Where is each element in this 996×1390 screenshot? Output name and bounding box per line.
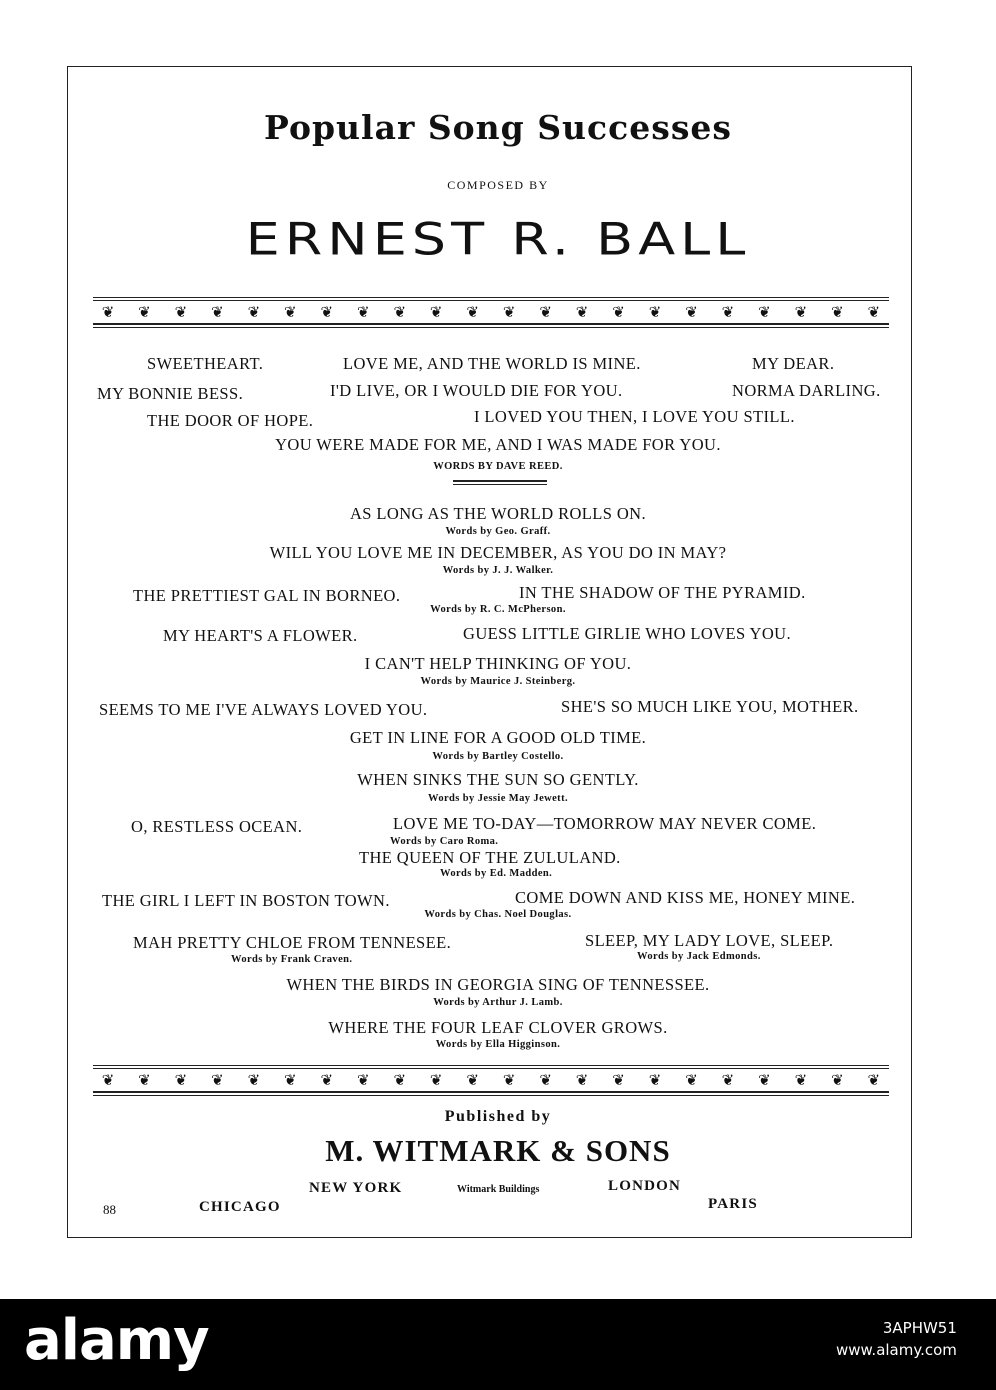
- composed-by-label: COMPOSED BY: [447, 178, 549, 192]
- city-chicago: CHICAGO: [199, 1199, 281, 1215]
- lyricist-credit: Words by Chas. Noel Douglas.: [424, 909, 572, 920]
- song-title: MY HEART'S A FLOWER.: [163, 626, 358, 645]
- image-id: 3APHW51: [882, 1319, 957, 1337]
- song-title: MY BONNIE BESS.: [97, 384, 244, 403]
- publisher-name: M. WITMARK & SONS: [325, 1133, 671, 1168]
- ornament-icon: ❦: [575, 1073, 589, 1090]
- bottom-ornament-rule: [93, 1065, 889, 1098]
- ornament-icon: ❦: [429, 1073, 443, 1090]
- page-title: Popular Song Successes: [264, 108, 732, 147]
- ornament-icon: ❦: [429, 305, 443, 322]
- ornament-icon: ❦: [794, 305, 808, 322]
- song-title: THE QUEEN OF THE ZULULAND.: [359, 848, 621, 867]
- ornament-icon: ❦: [356, 305, 370, 322]
- ornament-icon: ❦: [867, 1073, 881, 1090]
- lyricist-credit: Words by Jessie May Jewett.: [428, 793, 568, 804]
- page-number: 88: [103, 1202, 116, 1217]
- ornament-icon: ❦: [539, 1073, 552, 1090]
- ornament-icon: ❦: [575, 305, 589, 322]
- lyricist-credit: Words by Bartley Costello.: [432, 751, 564, 762]
- lyricist-credit: Words by Ella Higginson.: [435, 1039, 561, 1050]
- ornament-row: [93, 303, 889, 323]
- ornament-icon: ❦: [758, 1073, 771, 1090]
- ornament-icon: ❦: [138, 305, 151, 322]
- city-london: LONDON: [608, 1178, 682, 1194]
- ornament-icon: ❦: [685, 305, 698, 322]
- song-title: YOU WERE MADE FOR ME, AND I WAS MADE FOR YOU.: [275, 435, 721, 454]
- song-title: SHE'S SO MUCH LIKE YOU, MOTHER.: [561, 697, 859, 716]
- ornament-icon: ❦: [174, 1073, 188, 1090]
- ornament-icon: ❦: [101, 305, 115, 322]
- ornament-icon: ❦: [831, 1073, 844, 1090]
- city-paris: PARIS: [708, 1196, 758, 1212]
- published-by-label: Published by: [444, 1108, 552, 1125]
- ornament-icon: ❦: [612, 1073, 625, 1090]
- ornament-icon: ❦: [284, 305, 297, 322]
- song-title: GET IN LINE FOR A GOOD OLD TIME.: [349, 728, 647, 747]
- song-title: THE PRETTIEST GAL IN BORNEO.: [133, 586, 401, 605]
- song-title: LOVE ME, AND THE WORLD IS MINE.: [343, 354, 641, 373]
- song-title: WHEN SINKS THE SUN SO GENTLY.: [357, 770, 639, 789]
- song-title: THE GIRL I LEFT IN BOSTON TOWN.: [102, 891, 390, 910]
- song-title: MY DEAR.: [752, 354, 835, 373]
- composer-name: ERNEST R. BALL: [245, 213, 751, 266]
- song-title: I CAN'T HELP THINKING OF YOU.: [364, 654, 632, 673]
- song-title: WHEN THE BIRDS IN GEORGIA SING OF TENNESSEE.: [286, 975, 710, 994]
- ornament-icon: ❦: [539, 305, 552, 322]
- ornament-icon: ❦: [138, 1073, 151, 1090]
- ornament-icon: ❦: [320, 1073, 334, 1090]
- lyricist-credit: Words by Ed. Madden.: [440, 868, 553, 879]
- top-ornament-rule: [93, 297, 889, 330]
- ornament-icon: ❦: [867, 305, 881, 322]
- song-title: THE DOOR OF HOPE.: [147, 411, 314, 430]
- site-url: www.alamy.com: [836, 1341, 957, 1359]
- song-title: AS LONG AS THE WORLD ROLLS ON.: [349, 504, 647, 523]
- song-title: COME DOWN AND KISS ME, HONEY MINE.: [515, 888, 856, 907]
- song-title: IN THE SHADOW OF THE PYRAMID.: [519, 583, 806, 602]
- ornament-icon: ❦: [831, 305, 844, 322]
- watermark-info: [836, 1317, 957, 1361]
- lyricist-credit: Words by R. C. McPherson.: [430, 604, 566, 615]
- song-title: MAH PRETTY CHLOE FROM TENNESEE.: [133, 933, 452, 952]
- ornament-icon: ❦: [502, 1073, 516, 1090]
- ornament-icon: ❦: [466, 1073, 479, 1090]
- ornament-icon: ❦: [211, 1073, 224, 1090]
- ornament-icon: ❦: [393, 305, 407, 322]
- song-title: I'D LIVE, OR I WOULD DIE FOR YOU.: [330, 381, 623, 400]
- ornament-icon: ❦: [174, 305, 188, 322]
- lyricist-credit: Words by Jack Edmonds.: [637, 951, 761, 962]
- section-divider: [453, 480, 547, 487]
- publisher-address: Witmark Buildings: [457, 1184, 540, 1195]
- lyricist-credit: Words by Caro Roma.: [390, 836, 499, 847]
- alamy-logo: alamy: [24, 1308, 209, 1373]
- lyricist-credit: WORDS BY DAVE REED.: [433, 461, 563, 472]
- song-title: WHERE THE FOUR LEAF CLOVER GROWS.: [328, 1018, 668, 1037]
- ornament-icon: ❦: [721, 305, 735, 322]
- ornament-icon: ❦: [211, 305, 224, 322]
- ornament-icon: ❦: [356, 1073, 370, 1090]
- song-title: GUESS LITTLE GIRLIE WHO LOVES YOU.: [463, 624, 791, 643]
- ornament-icon: ❦: [648, 1073, 662, 1090]
- ornament-icon: ❦: [247, 1073, 261, 1090]
- lyricist-credit: Words by Geo. Graff.: [445, 526, 551, 537]
- ornament-icon: ❦: [685, 1073, 698, 1090]
- song-title: I LOVED YOU THEN, I LOVE YOU STILL.: [474, 407, 795, 426]
- song-title: NORMA DARLING.: [732, 381, 881, 400]
- ornament-icon: ❦: [393, 1073, 407, 1090]
- ornament-icon: ❦: [758, 305, 771, 322]
- song-title: SEEMS TO ME I'VE ALWAYS LOVED YOU.: [99, 700, 428, 719]
- ornament-row: [93, 1071, 889, 1091]
- song-title: SLEEP, MY LADY LOVE, SLEEP.: [585, 931, 834, 950]
- song-title: WILL YOU LOVE ME IN DECEMBER, AS YOU DO IN MAY?: [269, 543, 727, 562]
- ornament-icon: ❦: [101, 1073, 115, 1090]
- song-title: LOVE ME TO-DAY—TOMORROW MAY NEVER COME.: [393, 814, 817, 833]
- ornament-icon: ❦: [794, 1073, 808, 1090]
- lyricist-credit: Words by Arthur J. Lamb.: [433, 997, 563, 1008]
- song-title: O, RESTLESS OCEAN.: [131, 817, 303, 836]
- lyricist-credit: Words by J. J. Walker.: [442, 565, 554, 576]
- city-new-york: NEW YORK: [309, 1180, 403, 1196]
- lyricist-credit: Words by Frank Craven.: [231, 954, 353, 965]
- ornament-icon: ❦: [612, 305, 625, 322]
- song-title: SWEETHEART.: [147, 354, 264, 373]
- ornament-icon: ❦: [320, 305, 334, 322]
- ornament-icon: ❦: [721, 1073, 735, 1090]
- ornament-icon: ❦: [648, 305, 662, 322]
- ornament-icon: ❦: [284, 1073, 297, 1090]
- lyricist-credit: Words by Maurice J. Steinberg.: [420, 676, 576, 687]
- ornament-icon: ❦: [502, 305, 516, 322]
- ornament-icon: ❦: [247, 305, 261, 322]
- ornament-icon: ❦: [466, 305, 479, 322]
